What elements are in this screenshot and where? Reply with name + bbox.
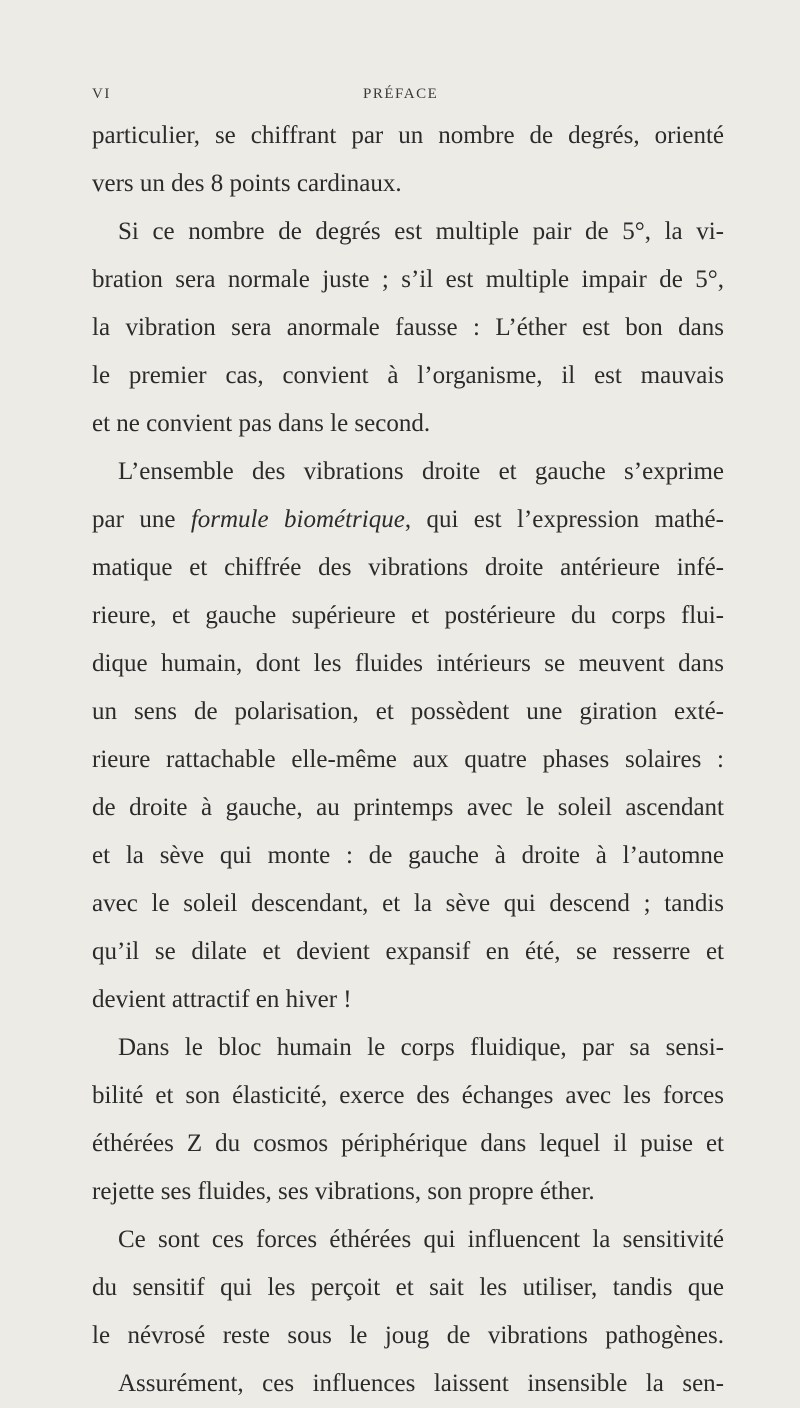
text-line: vers un des 8 points cardinaux.: [92, 170, 402, 197]
text-line: bration sera normale juste ; s’il est multiple impair de 5°,: [92, 266, 724, 293]
text-line: Assurément, ces influences laissent insensible la sen-: [118, 1370, 724, 1397]
text-line: particulier, se chiffrant par un nombre de degrés, orienté: [92, 122, 724, 149]
text-line: avec le soleil descendant, et la sève qui descend ; tandis: [92, 890, 724, 917]
text-line: [92, 496, 724, 544]
text-line: de droite à gauche, au printemps avec le soleil ascendant: [92, 794, 724, 821]
text-line: le névrosé reste sous le joug de vibrations pathogènes.: [92, 1322, 724, 1349]
body-text: [92, 112, 724, 1408]
text-line: le premier cas, convient à l’organisme, il est mauvais: [92, 362, 724, 389]
text-line: éthérées Z du cosmos périphérique dans lequel il puise et: [92, 1130, 724, 1157]
text-line: qu’il se dilate et devient expansif en été, se resserre et: [92, 938, 724, 965]
page-number: VI: [92, 86, 111, 102]
text-line: devient attractif en hiver !: [92, 986, 352, 1013]
text-line: Dans le bloc humain le corps fluidique, par sa sensi-: [118, 1034, 724, 1061]
text-line: Ce sont ces forces éthérées qui influencent la sensitivité: [118, 1226, 724, 1253]
text-line: bilité et son élasticité, exerce des échanges avec les forces: [92, 1082, 724, 1109]
text-line: du sensitif qui les perçoit et sait les utiliser, tandis que: [92, 1274, 724, 1301]
text-line: la vibration sera anormale fausse : L’éther est bon dans: [92, 314, 724, 341]
text-line: et la sève qui monte : de gauche à droite à l’automne: [92, 842, 724, 869]
italic-term: formule biométrique: [190, 506, 405, 533]
text-line: matique et chiffrée des vibrations droite antérieure infé-: [92, 554, 724, 581]
running-title: PRÉFACE: [363, 86, 439, 102]
text-line: rieure, et gauche supérieure et postérieure du corps flui-: [92, 602, 724, 629]
text-line: un sens de polarisation, et possèdent une giration exté-: [92, 698, 724, 725]
text-line: et ne convient pas dans le second.: [92, 410, 431, 437]
text-segment: par une: [92, 506, 191, 533]
running-head: [0, 86, 800, 110]
text-line: dique humain, dont les fluides intérieurs se meuvent dans: [92, 650, 724, 677]
text-segment: , qui est l’expression mathé-: [404, 506, 724, 533]
text-line: rieure rattachable elle-même aux quatre phases solaires :: [92, 746, 724, 773]
text-line: L’ensemble des vibrations droite et gauche s’exprime: [118, 458, 724, 485]
text-line: rejette ses fluides, ses vibrations, son propre éther.: [92, 1178, 595, 1205]
text-line: Si ce nombre de degrés est multiple pair de 5°, la vi-: [118, 218, 724, 245]
